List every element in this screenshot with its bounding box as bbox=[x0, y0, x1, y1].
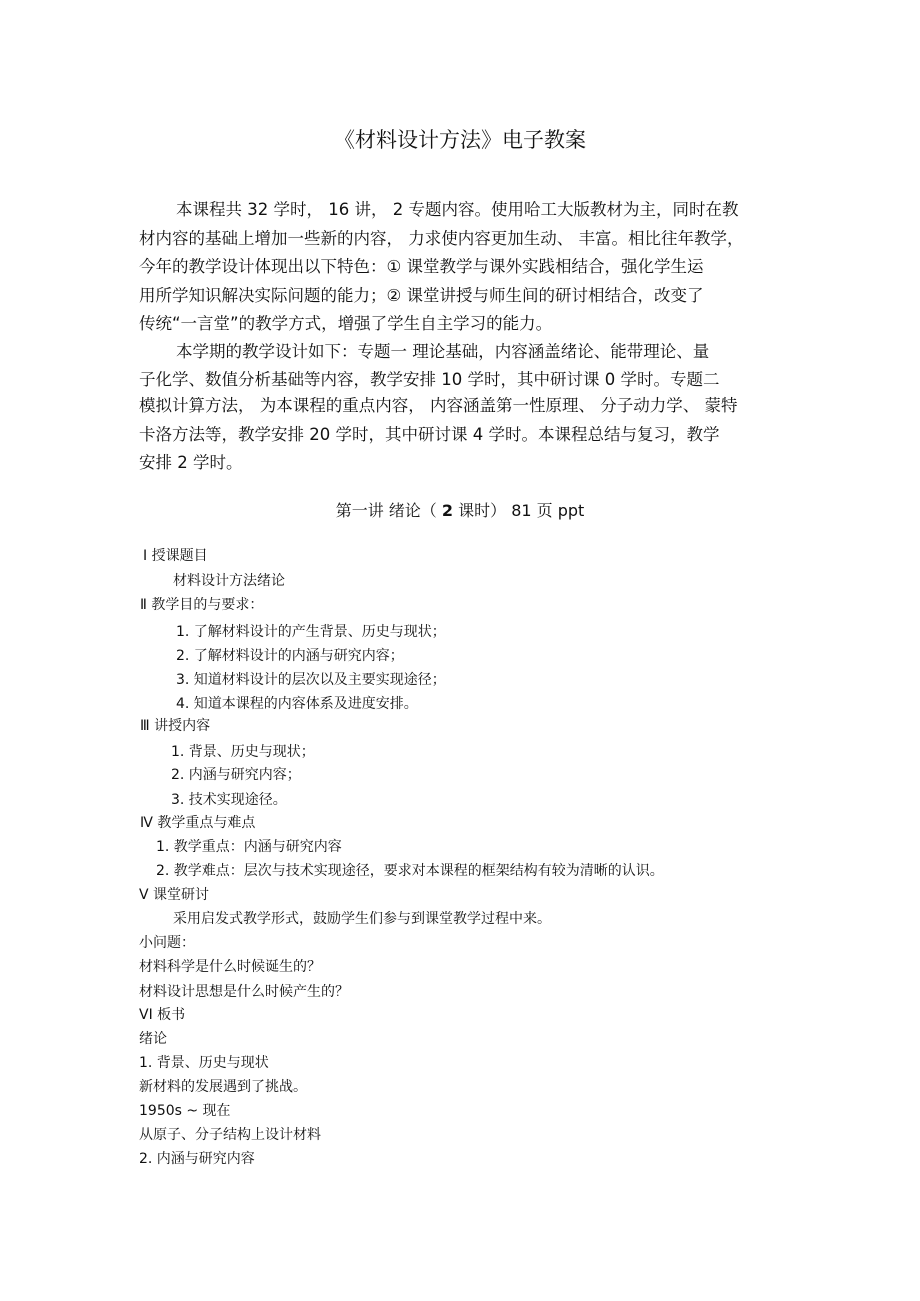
outline-line: 1. 背景、历史与现状 bbox=[139, 1055, 269, 1071]
intro-line: 本课程共 32 学时， 16 讲， 2 专题内容。使用哈工大版教材为主，同时在教 bbox=[176, 200, 739, 219]
intro-line: 卡洛方法等，教学安排 20 学时，其中研讨课 4 学时。本课程总结与复习，教学 bbox=[139, 425, 720, 444]
document-title: 《材料设计方法》电子教案 bbox=[334, 128, 586, 152]
outline-line: Ⅳ 教学重点与难点 bbox=[140, 815, 256, 831]
intro-line: 本学期的教学设计如下：专题一 理论基础，内容涵盖绪论、能带理论、量 bbox=[176, 342, 710, 361]
intro-line: 今年的教学设计体现出以下特色：① 课堂教学与课外实践相结合，强化学生运 bbox=[139, 257, 704, 276]
lecture-heading bbox=[0, 498, 920, 521]
outline-line: 1950s ~ 现在 bbox=[139, 1103, 231, 1119]
outline-line: 2. 内涵与研究内容 bbox=[139, 1151, 255, 1167]
intro-line: 传统“一言堂”的教学方式，增强了学生自主学习的能力。 bbox=[139, 314, 553, 333]
outline-line: VI 板书 bbox=[139, 1007, 186, 1023]
intro-line: 安排 2 学时。 bbox=[139, 453, 243, 472]
outline-line: 2. 了解材料设计的内涵与研究内容； bbox=[176, 648, 404, 664]
outline-line: 4. 知道本课程的内容体系及进度安排。 bbox=[176, 696, 418, 712]
outline-line: 材料科学是什么时候诞生的？ bbox=[139, 959, 321, 975]
outline-line: 从原子、分子结构上设计材料 bbox=[139, 1127, 321, 1143]
outline-line: 新材料的发展遇到了挑战。 bbox=[139, 1079, 307, 1095]
outline-line: 材料设计方法绪论 bbox=[173, 573, 285, 589]
outline-line: 采用启发式教学形式，鼓励学生们参与到课堂教学过程中来。 bbox=[173, 911, 551, 927]
intro-line: 子化学、数值分析基础等内容，教学安排 10 学时，其中研讨课 0 学时。专题二 bbox=[139, 370, 720, 389]
outline-line: 小问题： bbox=[139, 935, 195, 951]
outline-line: 3. 技术实现途径。 bbox=[171, 792, 287, 808]
intro-line: 材内容的基础上增加一些新的内容， 力求使内容更加生动、 丰富。相比往年教学， bbox=[139, 229, 744, 248]
lecture-suffix: 课时） 81 页 ppt bbox=[453, 501, 585, 520]
outline-line: V 课堂研讨 bbox=[139, 887, 210, 903]
outline-line: 1. 了解材料设计的产生背景、历史与现状； bbox=[176, 624, 446, 640]
outline-line: Ⅱ 教学目的与要求： bbox=[140, 597, 264, 613]
outline-line: 材料设计思想是什么时候产生的？ bbox=[139, 984, 349, 1000]
outline-line: 1. 教学重点：内涵与研究内容 bbox=[156, 839, 342, 855]
lecture-hours: 2 bbox=[441, 501, 454, 520]
lecture-prefix: 第一讲 绪论（ bbox=[335, 501, 442, 520]
outline-line: 绪论 bbox=[139, 1031, 167, 1047]
outline-line: Ⅰ 授课题目 bbox=[143, 548, 208, 564]
outline-line: 3. 知道材料设计的层次以及主要实现途径； bbox=[176, 672, 446, 688]
outline-line: Ⅲ 讲授内容 bbox=[140, 718, 211, 734]
outline-line: 2. 内涵与研究内容； bbox=[171, 767, 301, 783]
outline-line: 2. 教学难点：层次与技术实现途径，要求对本课程的框架结构有较为清晰的认识。 bbox=[156, 863, 664, 879]
intro-line: 用所学知识解决实际问题的能力；② 课堂讲授与师生间的研讨相结合，改变了 bbox=[139, 286, 704, 305]
outline-line: 1. 背景、历史与现状； bbox=[171, 744, 315, 760]
intro-line: 模拟计算方法， 为本课程的重点内容， 内容涵盖第一性原理、 分子动力学、 蒙特 bbox=[139, 396, 738, 415]
